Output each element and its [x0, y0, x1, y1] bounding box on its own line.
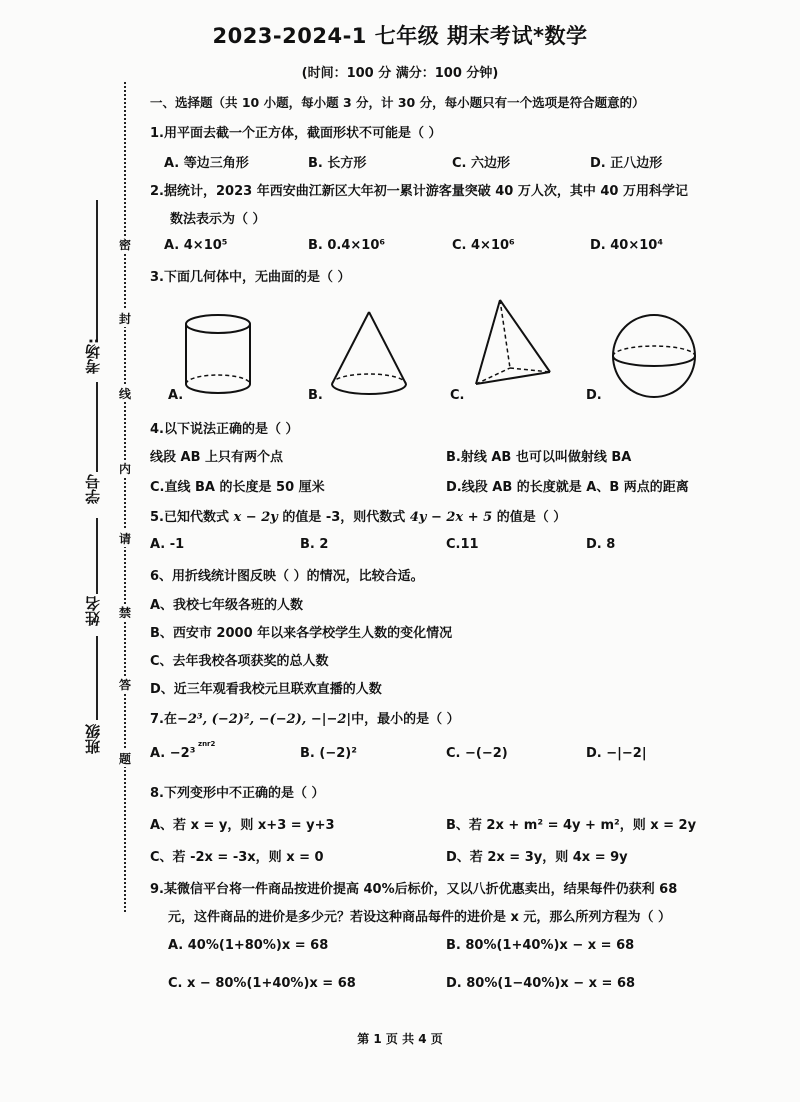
class-label: 班级 — [84, 724, 102, 754]
class-rule — [96, 636, 98, 720]
q7-option-d: D. −|−2| — [586, 746, 647, 761]
q4-option-d: D.线段 AB 的长度就是 A、B 两点的距离 — [446, 480, 689, 495]
q9-option-b: B. 80%(1+40%)x − x = 68 — [446, 938, 635, 953]
q6-option-d: D、近三年观看我校元旦联欢直播的人数 — [150, 682, 382, 697]
q7-option-a: A. −2³ — [150, 746, 196, 761]
q3-option-a: A. — [168, 388, 184, 403]
question-8-stem: 8.下列变形中不正确的是（ ） — [150, 786, 325, 801]
q7-stem-part: 中，最小的是（ ） — [351, 712, 460, 727]
q9-option-a: A. 40%(1+80%)x = 68 — [168, 938, 329, 953]
q4-option-c: C.直线 BA 的长度是 50 厘米 — [150, 480, 325, 495]
q3-option-d: D. — [586, 388, 602, 403]
question-3-stem: 3.下面几何体中，无曲面的是（ ） — [150, 270, 351, 285]
q5-expression-1: x − 2y — [233, 510, 278, 525]
question-5-stem — [150, 506, 566, 525]
q5-option-b: B. 2 — [300, 537, 329, 552]
question-2-stem-cont: 数法表示为（ ） — [170, 212, 266, 227]
cone-figure — [326, 308, 412, 404]
question-9-stem-cont: 元，这件商品的进价是多少元？若设这种商品每件的进价是 x 元，那么所列方程为（ ） — [168, 910, 671, 925]
q7-option-c: C. −(−2) — [446, 746, 508, 761]
question-9-stem: 9.某微信平台将一件商品按进价提高 40%后标价，又以八折优惠卖出，结果每件仍获利 68 — [150, 882, 678, 897]
binding-char: 密 — [118, 238, 131, 252]
q1-option-d: D. 正八边形 — [590, 156, 663, 171]
question-4-stem: 4.以下说法正确的是（ ） — [150, 422, 299, 437]
q1-option-a: A. 等边三角形 — [164, 156, 249, 171]
q2-option-a: A. 4×10⁵ — [164, 238, 228, 253]
q1-option-c: C. 六边形 — [452, 156, 511, 171]
q7-option-b: B. (−2)² — [300, 746, 357, 761]
question-2-stem: 2.据统计，2023 年西安曲江新区大年初一累计游客量突破 40 万人次，其中 40 万用科学记 — [150, 184, 688, 199]
student-id-label: 学号 — [84, 474, 102, 504]
name-rule — [96, 518, 98, 594]
exam-room-rule — [96, 200, 98, 340]
page-footer: 第 1 页 共 4 页 — [357, 1032, 443, 1046]
q8-option-a: A、若 x = y，则 x+3 = y+3 — [150, 818, 335, 833]
q8-option-d: D、若 2x = 3y，则 4x = 9y — [446, 850, 628, 865]
q5-option-c: C.11 — [446, 537, 479, 552]
binding-char: 答 — [118, 678, 131, 692]
section-heading: 一、选择题（共 10 小题，每小题 3 分，计 30 分，每小题只有一个选项是符合题意的） — [150, 95, 645, 110]
student-id-rule — [96, 382, 98, 472]
page-title: 2023-2024-1 七年级 期末考试*数学 — [212, 24, 588, 48]
q6-option-b: B、西安市 2000 年以来各学校学生人数的变化情况 — [150, 626, 453, 641]
q5-stem-part: 5.已知代数式 — [150, 510, 234, 525]
q9-option-c: C. x − 80%(1+40%)x = 68 — [168, 976, 356, 991]
question-7-stem — [150, 708, 460, 727]
q7-expression-list: −2³, (−2)², −(−2), −|−2| — [176, 712, 352, 727]
question-1-stem: 1.用平面去截一个正方体，截面形状不可能是（ ） — [150, 126, 442, 141]
binding-dotted-line — [124, 82, 126, 912]
handwritten-scribble: znr2 — [198, 740, 216, 748]
binding-char: 请 — [118, 532, 131, 546]
q7-stem-part: 7.在 — [150, 712, 177, 727]
q4-option-a: 线段 AB 上只有两个点 — [150, 450, 284, 465]
q3-option-c: C. — [450, 388, 465, 403]
q5-option-d: D. 8 — [586, 537, 616, 552]
q6-option-a: A、我校七年级各班的人数 — [150, 598, 304, 613]
q2-option-c: C. 4×10⁶ — [452, 238, 515, 253]
q4-option-b: B.射线 AB 也可以叫做射线 BA — [446, 450, 632, 465]
q5-expression-2: 4y − 2x + 5 — [409, 510, 493, 525]
q2-option-b: B. 0.4×10⁶ — [308, 238, 386, 253]
q5-stem-part: 的值是（ ） — [492, 510, 567, 525]
q8-option-c: C、若 -2x = -3x，则 x = 0 — [150, 850, 324, 865]
pyramid-figure — [470, 296, 556, 400]
binding-char: 题 — [118, 752, 131, 766]
binding-char: 内 — [118, 462, 131, 476]
q3-option-b: B. — [308, 388, 323, 403]
exam-room-label: 考场: — [84, 338, 102, 374]
binding-char: 封 — [118, 312, 131, 326]
cylinder-figure — [180, 310, 260, 400]
binding-char: 禁 — [118, 606, 131, 620]
binding-char: 线 — [118, 387, 131, 401]
sphere-figure — [610, 312, 698, 400]
name-label: 姓名 — [84, 596, 102, 626]
q5-stem-part: 的值是 -3，则代数式 — [277, 510, 410, 525]
question-6-stem: 6、用折线统计图反映（ ）的情况，比较合适。 — [150, 569, 424, 584]
q6-option-c: C、去年我校各项获奖的总人数 — [150, 654, 329, 669]
q9-option-d: D. 80%(1−40%)x − x = 68 — [446, 976, 636, 991]
q1-option-b: B. 长方形 — [308, 156, 367, 171]
q8-option-b: B、若 2x + m² = 4y + m²，则 x = 2y — [446, 818, 697, 833]
q2-option-d: D. 40×10⁴ — [590, 238, 664, 253]
page-subtitle: (时间：100 分 满分：100 分钟) — [301, 66, 499, 81]
q5-option-a: A. -1 — [150, 537, 185, 552]
